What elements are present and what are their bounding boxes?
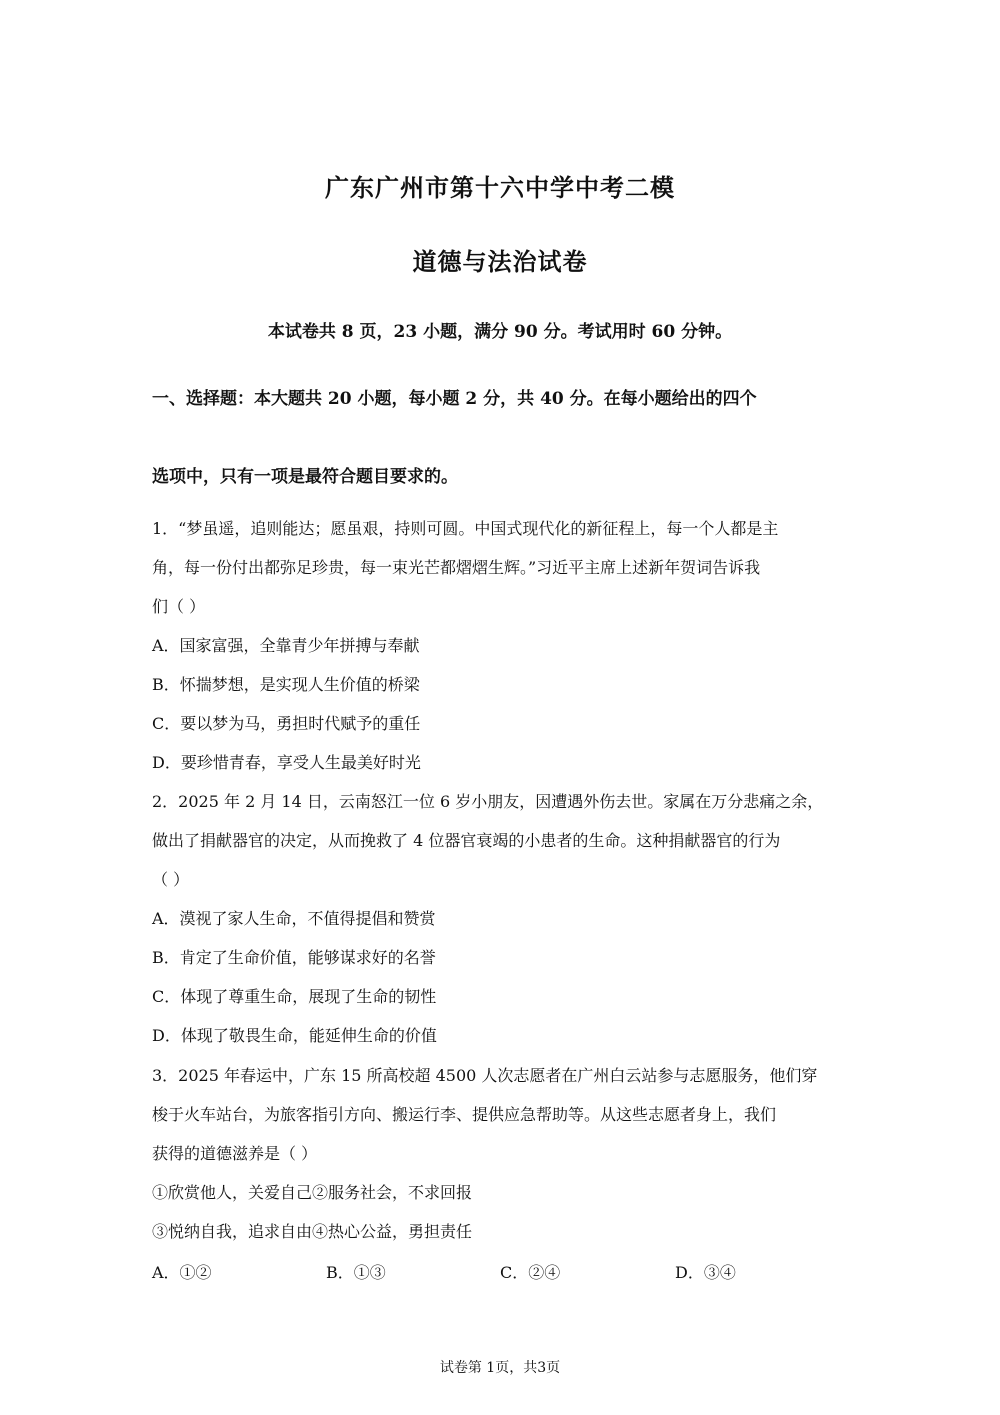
question-2-option-a: A．漠视了家人生命，不值得提倡和赞赏 <box>152 909 436 928</box>
question-1-stem-line-2: 角，每一份付出都弥足珍贵，每一束光芒都熠熠生辉。”习近平主席上述新年贺词告诉我 <box>152 558 761 577</box>
question-1-option-a: A．国家富强，全靠青少年拼搏与奉献 <box>152 636 420 655</box>
exam-subject-title: 道德与法治试卷 <box>412 248 588 276</box>
question-2-option-b: B．肯定了生命价值，能够谋求好的名誉 <box>152 948 436 967</box>
page-footer: 试卷第 1页，共3页 <box>439 1360 561 1376</box>
question-1-stem-line-3: 们（ ） <box>152 597 206 616</box>
question-3-statements-line-1: ①欣赏他人，关爱自己②服务社会，不求回报 <box>152 1183 473 1202</box>
question-1-option-b: B．怀揣梦想，是实现人生价值的桥梁 <box>152 675 420 694</box>
question-1-option-c: C．要以梦为马，勇担时代赋予的重任 <box>152 714 421 733</box>
exam-info: 本试卷共 8 页，23 小题，满分 90 分。考试用时 60 分钟。 <box>267 322 733 342</box>
question-3-option-a: A．①② <box>152 1263 212 1282</box>
question-3-option-d: D．③④ <box>675 1263 736 1282</box>
question-3-statements-line-2: ③悦纳自我，追求自由④热心公益，勇担责任 <box>152 1222 473 1241</box>
question-3-stem-line-1: 3．2025 年春运中，广东 15 所高校超 4500 人次志愿者在广州白云站参与志愿服务，他们穿 <box>152 1066 818 1085</box>
question-3-option-b: B．①③ <box>326 1263 386 1282</box>
question-2-stem-line-1: 2．2025 年 2 月 14 日，云南怒江一位 6 岁小朋友，因遭遇外伤去世。家属在万分悲痛之余， <box>152 792 824 811</box>
question-3-stem-line-2: 梭于火车站台，为旅客指引方向、搬运行李、提供应急帮助等。从这些志愿者身上，我们 <box>152 1105 777 1124</box>
section-heading-line-1: 一、选择题：本大题共 20 小题，每小题 2 分，共 40 分。在每小题给出的四个 <box>152 389 757 409</box>
question-1-option-d: D．要珍惜青春，享受人生最美好时光 <box>152 753 421 772</box>
question-1-stem-line-1: 1．“梦虽遥，追则能达；愿虽艰，持则可圆。中国式现代化的新征程上，每一个人都是主 <box>152 519 779 538</box>
question-2-stem-line-3: （ ） <box>152 870 190 889</box>
question-2-option-c: C．体现了尊重生命，展现了生命的韧性 <box>152 987 437 1006</box>
question-3-stem-line-3: 获得的道德滋养是（ ） <box>152 1144 318 1163</box>
section-heading-line-2: 选项中，只有一项是最符合题目要求的。 <box>152 467 458 487</box>
exam-title: 广东广州市第十六中学中考二模 <box>325 174 675 202</box>
question-2-stem-line-2: 做出了捐献器官的决定，从而挽救了 4 位器官衰竭的小患者的生命。这种捐献器官的行为 <box>152 831 781 850</box>
question-2-option-d: D．体现了敬畏生命，能延伸生命的价值 <box>152 1026 437 1045</box>
question-3-option-c: C．②④ <box>500 1263 561 1282</box>
